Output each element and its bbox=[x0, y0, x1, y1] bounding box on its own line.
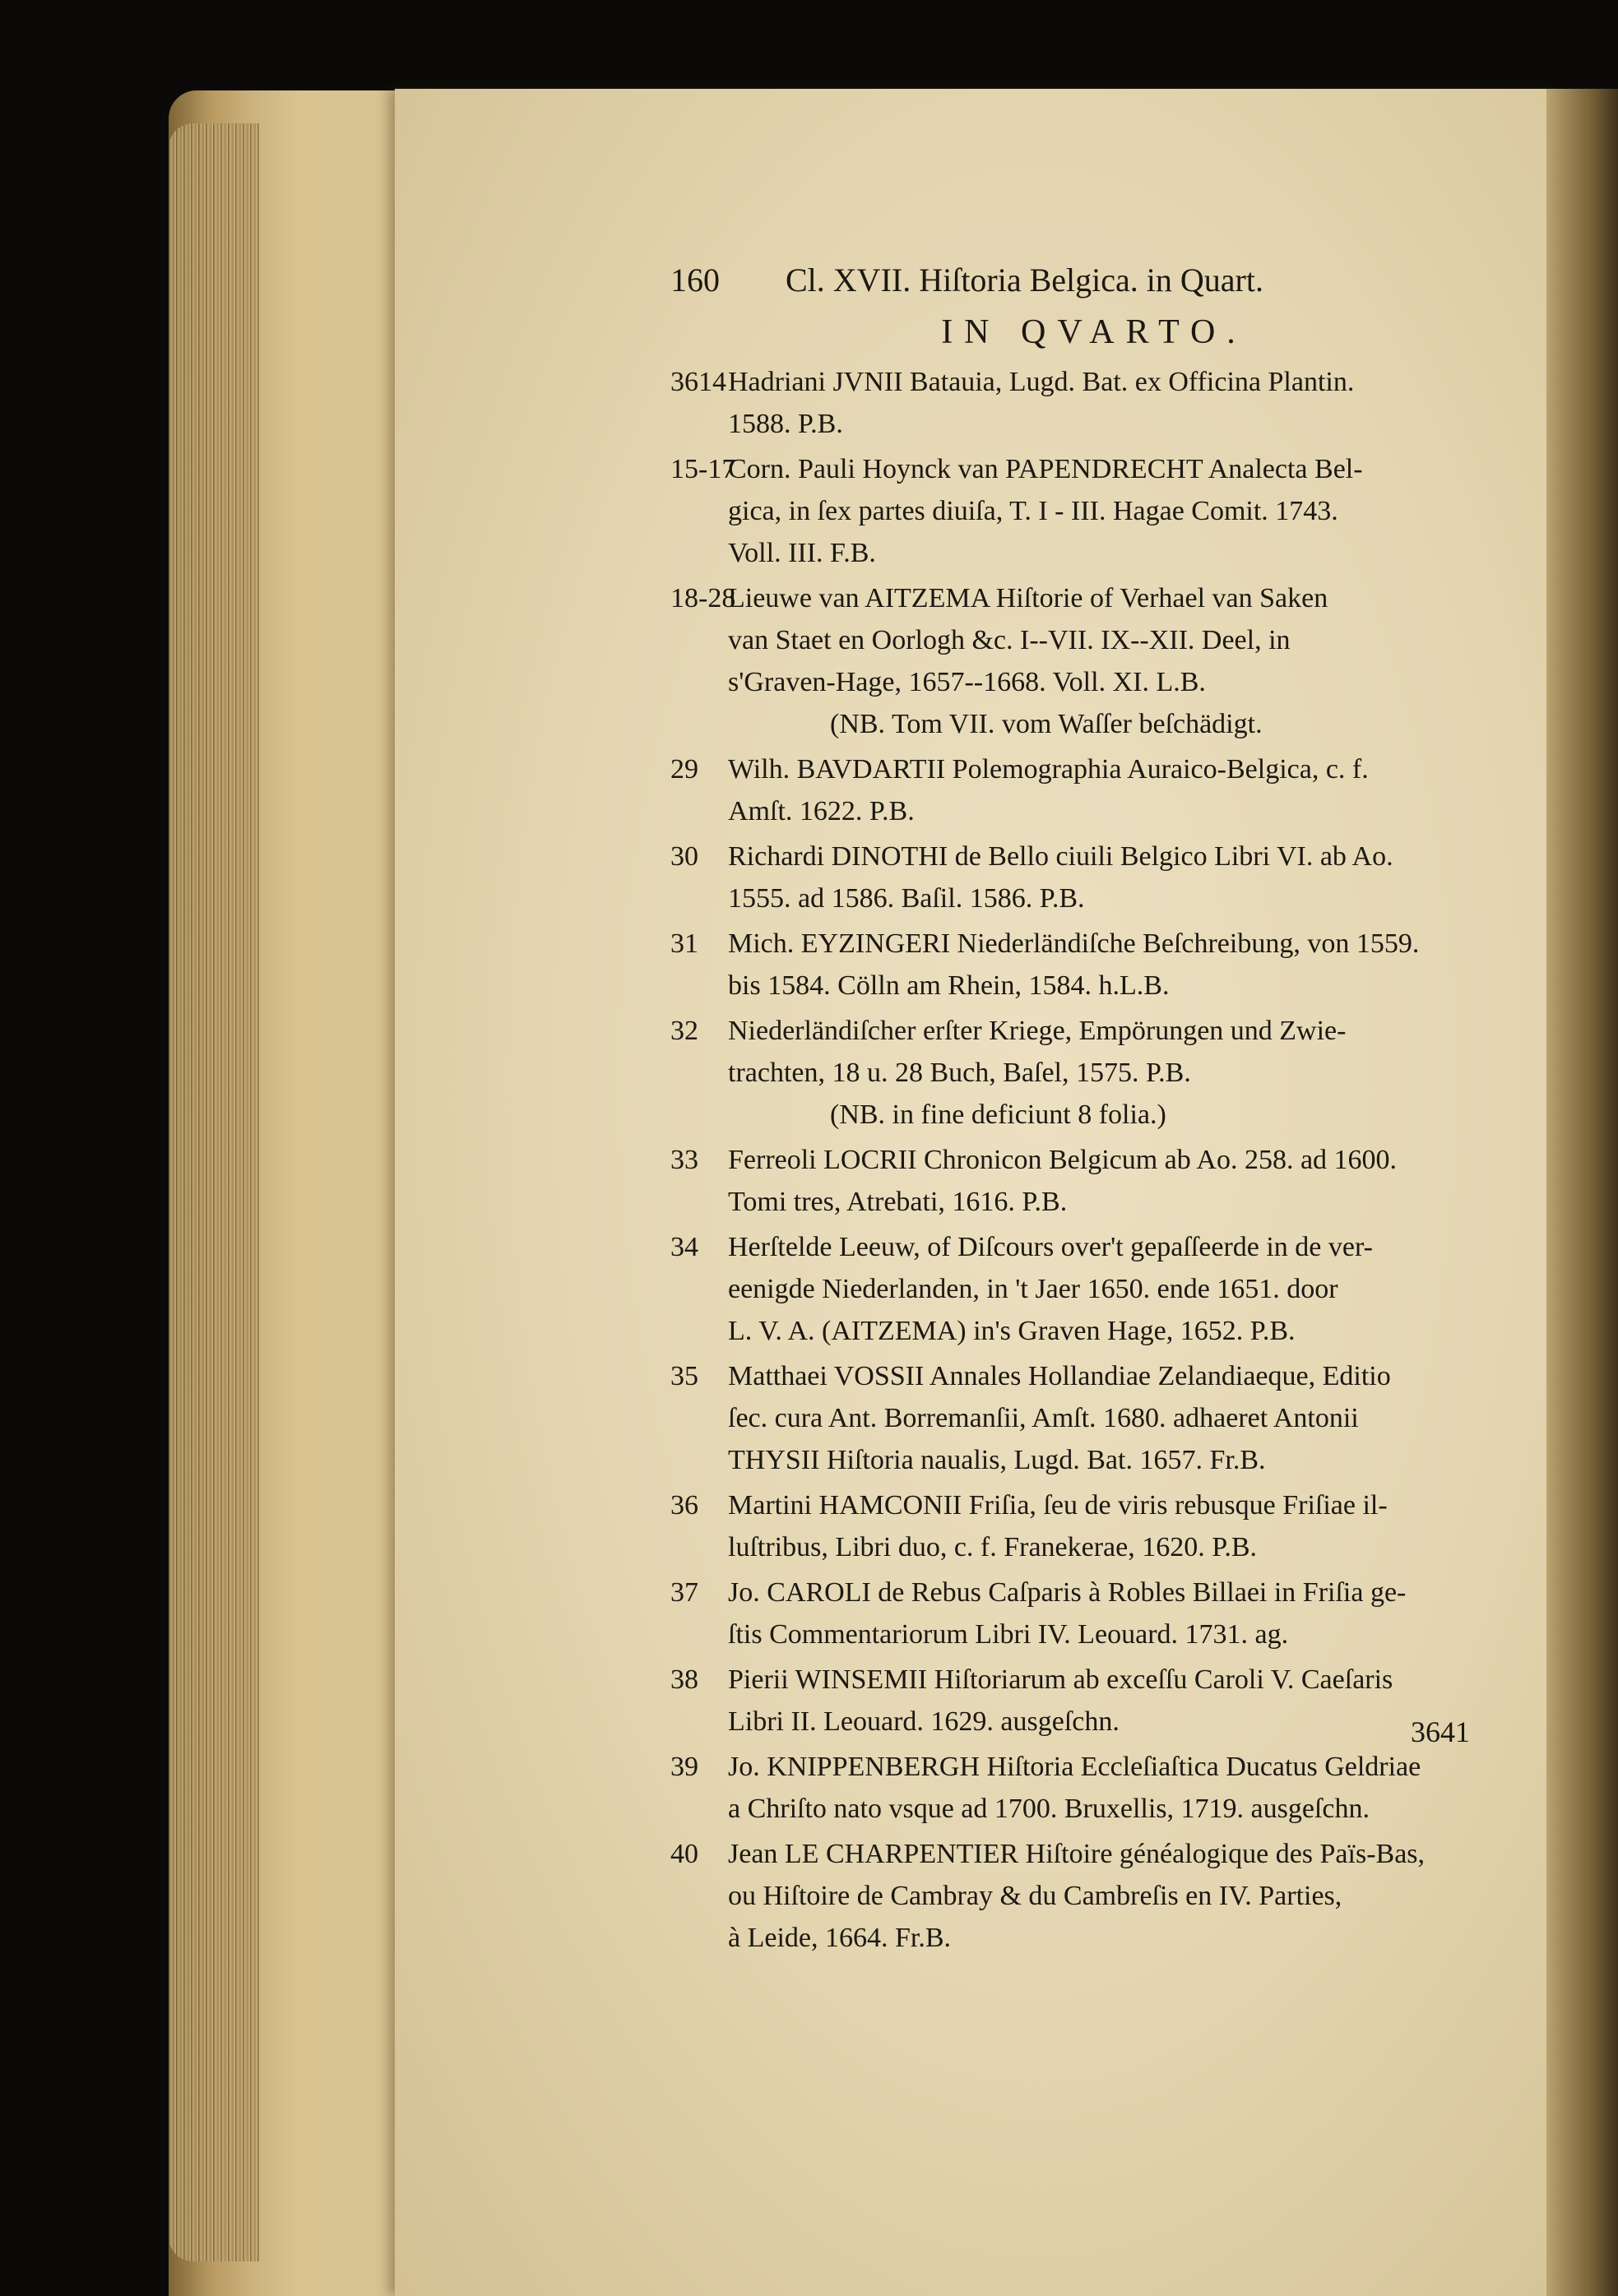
catalogue-entry bbox=[670, 748, 1518, 832]
catalogue-entry bbox=[670, 1746, 1518, 1830]
catalogue-entry bbox=[670, 1659, 1518, 1743]
entry-line: Tomi tres, Atrebati, 1616. P.B. bbox=[728, 1187, 1068, 1217]
entry-line: luſtribus, Libri duo, c. f. Franekerae, 1620. P.B. bbox=[728, 1532, 1258, 1562]
entry-line: Jo. CAROLI de Rebus Caſparis à Robles Billaei in Friſia ge- bbox=[728, 1577, 1407, 1608]
entry-line: Jo. KNIPPENBERGH Hiſtoria Eccleſiaſtica Ducatus Geldriae bbox=[728, 1752, 1421, 1782]
page-content bbox=[670, 259, 1518, 1962]
page-edges bbox=[169, 123, 259, 2261]
entry-line: Ferreoli LOCRII Chronicon Belgicum ab Ao. 258. ad 1600. bbox=[728, 1145, 1398, 1175]
catchword: 3641 bbox=[1411, 1715, 1470, 1748]
entry-line: THYSII Hiſtoria naualis, Lugd. Bat. 1657. Fr.B. bbox=[728, 1445, 1266, 1475]
entry-line: Lieuwe van AITZEMA Hiſtorie of Verhael van Saken bbox=[728, 583, 1328, 613]
entry-line: s'Graven-Hage, 1657--1668. Voll. XI. L.B. bbox=[728, 667, 1206, 697]
entry-line: trachten, 18 u. 28 Buch, Baſel, 1575. P.B. bbox=[728, 1058, 1191, 1088]
entry-line: Herſtelde Leeuw, of Diſcours over't gepaſſeerde in de ver- bbox=[728, 1232, 1373, 1262]
entry-line: Matthaei VOSSII Annales Hollandiae Zelandiaeque, Editio bbox=[728, 1361, 1391, 1391]
page-number: 160 bbox=[670, 262, 720, 299]
entry-line: à Leide, 1664. Fr.B. bbox=[728, 1923, 952, 1953]
entry-line: Martini HAMCONII Friſia, ſeu de viris rebusque Friſiae il- bbox=[728, 1490, 1388, 1521]
section-title: IN QVARTO. bbox=[941, 313, 1247, 351]
entry-number: 33 bbox=[670, 1145, 698, 1175]
catalogue-entry bbox=[670, 836, 1518, 919]
entry-line: ou Hiſtoire de Cambray & du Cambreſis en IV. Parties, bbox=[728, 1881, 1342, 1911]
entry-number: 3614 bbox=[670, 367, 726, 397]
catalogue-entry bbox=[670, 1226, 1518, 1352]
entry-line: eenigde Niederlanden, in 't Jaer 1650. ende 1651. door bbox=[728, 1274, 1338, 1304]
catalogue-entry bbox=[670, 448, 1518, 574]
entry-line: Mich. EYZINGERI Niederländiſche Beſchreibung, von 1559. bbox=[728, 928, 1420, 959]
catalogue-entry bbox=[670, 1139, 1518, 1223]
entry-line: ſtis Commentariorum Libri IV. Leouard. 1731. ag. bbox=[728, 1619, 1289, 1650]
entry-number: 29 bbox=[670, 754, 698, 785]
entry-number: 34 bbox=[670, 1232, 698, 1262]
entry-number: 35 bbox=[670, 1361, 698, 1391]
entry-line: Niederländiſcher erſter Kriege, Empörungen und Zwie- bbox=[728, 1016, 1347, 1046]
entry-list bbox=[670, 361, 1518, 1959]
entry-number: 37 bbox=[670, 1577, 698, 1608]
running-head bbox=[670, 259, 1518, 308]
catalogue-entry bbox=[670, 923, 1518, 1007]
entry-note: (NB. Tom VII. vom Waſſer beſchädigt. bbox=[830, 709, 1263, 739]
entry-line: 1588. P.B. bbox=[728, 409, 843, 439]
catalogue-entry bbox=[670, 1484, 1518, 1568]
entry-line: Voll. III. F.B. bbox=[728, 538, 876, 568]
entry-number: 15-17 bbox=[670, 454, 736, 484]
entry-number: 39 bbox=[670, 1752, 698, 1782]
catalogue-entry bbox=[670, 361, 1518, 445]
entry-note: (NB. in fine deficiunt 8 folia.) bbox=[830, 1099, 1166, 1130]
entry-line: Richardi DINOTHI de Bello ciuili Belgico Libri VI. ab Ao. bbox=[728, 841, 1393, 872]
entry-line: Corn. Pauli Hoynck van PAPENDRECHT Analecta Bel- bbox=[728, 454, 1363, 484]
entry-line: Wilh. BAVDARTII Polemographia Auraico-Belgica, c. f. bbox=[728, 754, 1369, 785]
entry-line: van Staet en Oorlogh &c. I--VII. IX--XII. Deel, in bbox=[728, 625, 1291, 655]
entry-line: gica, in ſex partes diuiſa, T. I - III. Hagae Comit. 1743. bbox=[728, 496, 1338, 526]
entry-line: Libri II. Leouard. 1629. ausgeſchn. bbox=[728, 1706, 1120, 1737]
entry-number: 36 bbox=[670, 1490, 698, 1521]
entry-number: 40 bbox=[670, 1839, 698, 1869]
entry-number: 30 bbox=[670, 841, 698, 872]
catalogue-entry bbox=[670, 1572, 1518, 1655]
entry-line: Amſt. 1622. P.B. bbox=[728, 796, 915, 826]
entry-line: Jean LE CHARPENTIER Hiſtoire généalogique des Païs-Bas, bbox=[728, 1839, 1426, 1869]
entry-line: ſec. cura Ant. Borremanſii, Amſt. 1680. adhaeret Antonii bbox=[728, 1403, 1359, 1433]
entry-line: L. V. A. (AITZEMA) in's Graven Hage, 1652. P.B. bbox=[728, 1316, 1296, 1346]
entry-line: a Chriſto nato vsque ad 1700. Bruxellis, 1719. ausgeſchn. bbox=[728, 1794, 1370, 1824]
catalogue-entry bbox=[670, 1355, 1518, 1481]
entry-line: bis 1584. Cölln am Rhein, 1584. h.L.B. bbox=[728, 970, 1170, 1001]
catalogue-entry bbox=[670, 1833, 1518, 1959]
entry-number: 32 bbox=[670, 1016, 698, 1046]
gutter bbox=[1546, 89, 1618, 2296]
running-title: Cl. XVII. Hiſtoria Belgica. in Quart. bbox=[786, 262, 1263, 299]
entry-line: Hadriani JVNII Batauia, Lugd. Bat. ex Officina Plantin. bbox=[728, 367, 1355, 397]
entry-line: 1555. ad 1586. Baſil. 1586. P.B. bbox=[728, 883, 1085, 914]
catalogue-entry bbox=[670, 577, 1518, 745]
entry-number: 31 bbox=[670, 928, 698, 959]
entry-number: 38 bbox=[670, 1664, 698, 1695]
entry-number: 18-28 bbox=[670, 583, 736, 613]
catalogue-entry bbox=[670, 1010, 1518, 1136]
entry-line: Pierii WINSEMII Hiſtoriarum ab exceſſu Caroli V. Caeſaris bbox=[728, 1664, 1393, 1695]
